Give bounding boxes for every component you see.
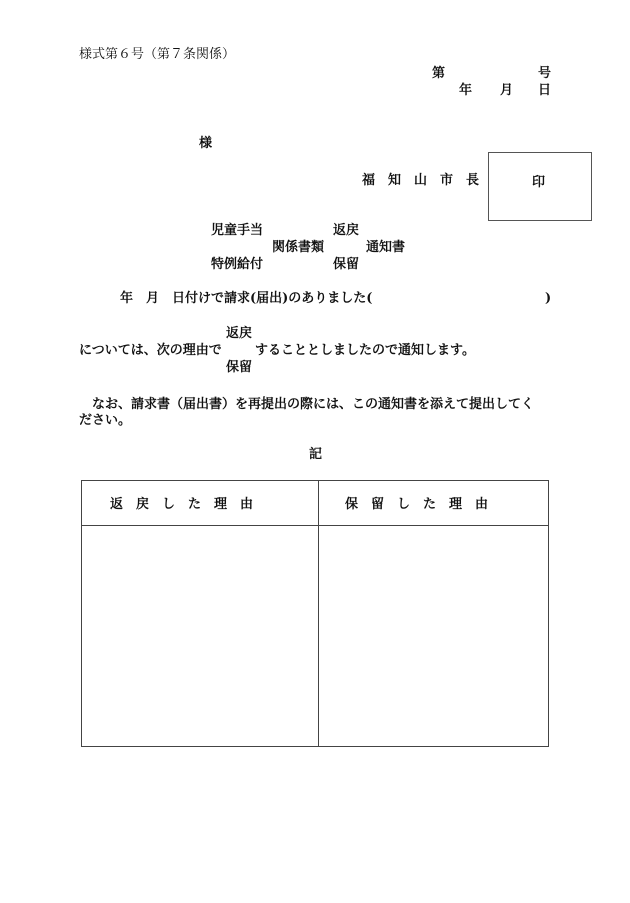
recipient-honorific: 様 [199, 136, 213, 151]
note-line-1: なお、請求書（届出書）を再提出の際には、この通知書を添えて提出してく [79, 397, 535, 412]
ki-label: 記 [309, 447, 323, 462]
body-main-line-b: することとしましたので通知します。 [255, 343, 475, 358]
subject-allowance-2: 特例給付 [211, 257, 264, 272]
header-hold-reason: 保 留 し た 理 由 [345, 497, 489, 512]
return-reason-cell[interactable] [82, 526, 318, 746]
subject-action-2: 保留 [333, 257, 360, 272]
body-date-close: ) [545, 291, 552, 306]
body-date-line: 年 月 日付けで請求(届出)のありました( [120, 291, 373, 306]
issuer: 福 知 山 市 長 [362, 173, 480, 188]
body-action-1: 返戻 [226, 326, 253, 341]
date-month: 月 [500, 83, 514, 98]
subject-notice: 通知書 [366, 240, 406, 255]
date-day: 日 [538, 83, 552, 98]
seal-label: 印 [532, 175, 546, 190]
note-line-2: ださい。 [79, 413, 132, 428]
body-action-2: 保留 [226, 360, 253, 375]
body-main-line-a: については、次の理由で [79, 343, 222, 358]
date-year: 年 [459, 83, 473, 98]
subject-allowance-1: 児童手当 [211, 223, 264, 238]
doc-number-prefix: 第 [432, 66, 446, 81]
subject-action-1: 返戻 [333, 223, 360, 238]
reason-table [81, 480, 549, 747]
doc-number-suffix: 号 [538, 66, 552, 81]
header-return-reason: 返 戻 し た 理 由 [110, 497, 254, 512]
seal-box [488, 152, 592, 221]
subject-documents: 関係書類 [272, 240, 325, 255]
form-number: 様式第６号（第７条関係） [79, 47, 236, 62]
hold-reason-cell[interactable] [319, 526, 548, 746]
